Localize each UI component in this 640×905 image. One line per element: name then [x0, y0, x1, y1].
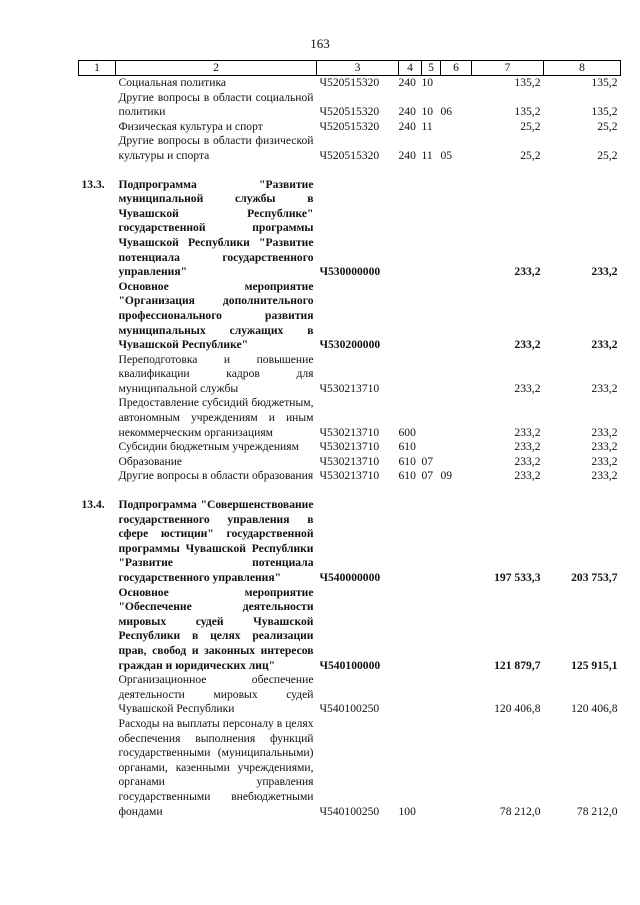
row-number — [79, 586, 116, 674]
row-vr: 240 — [398, 105, 416, 119]
row-code: Ч540000000 — [319, 571, 381, 584]
row-number — [79, 717, 116, 819]
row-name: Субсидии бюджетным учреждениям — [118, 440, 299, 454]
row-value-2: 125 915,1 — [571, 658, 618, 672]
row-rz — [422, 353, 441, 397]
row-name: Образование — [118, 454, 183, 468]
row-code: Ч530213710 — [319, 440, 380, 454]
row-value-2: 233,2 — [591, 440, 618, 454]
row-code: Ч520515320 — [319, 148, 380, 162]
row-number — [79, 76, 116, 91]
table-row — [79, 91, 621, 120]
row-rz: 07 — [421, 469, 434, 483]
table-row — [79, 178, 621, 280]
row-number — [79, 353, 116, 397]
row-pr — [441, 178, 472, 280]
row-value-1: 25,2 — [520, 148, 541, 162]
spacer-cell — [79, 484, 621, 498]
row-name: Подпрограмма "Совершенствование государственного управления в сфере юстиции" государственной программы Чувашской Республики "Развитие потенциала государственного управления" — [118, 498, 314, 584]
row-value-1: 135,2 — [514, 105, 541, 119]
row-value-2: 120 406,8 — [571, 702, 618, 716]
row-number — [79, 120, 116, 135]
table-body — [79, 76, 621, 820]
row-value-2: 135,2 — [591, 105, 618, 119]
row-pr — [441, 440, 472, 455]
row-number — [79, 134, 116, 163]
table-row — [79, 120, 621, 135]
row-vr — [399, 353, 422, 397]
row-value-2: 25,2 — [597, 119, 618, 133]
table-row — [79, 717, 621, 819]
row-number: 13.3. — [81, 177, 105, 191]
row-value-2: 233,2 — [591, 425, 618, 439]
row-rz: 07 — [421, 454, 434, 468]
row-pr — [441, 353, 472, 397]
row-value-1: 78 212,0 — [499, 804, 541, 818]
row-value-2: 25,2 — [597, 148, 618, 162]
row-value-2: 233,2 — [591, 381, 618, 395]
row-name: Другие вопросы в области образования — [118, 469, 314, 483]
header-col-6: 6 — [441, 61, 472, 76]
row-value-1: 25,2 — [520, 119, 541, 133]
row-rz: 10 — [421, 105, 434, 119]
row-number — [79, 396, 116, 440]
row-value-2: 203 753,7 — [571, 571, 618, 584]
row-value-1: 121 879,7 — [494, 658, 541, 672]
row-vr: 600 — [398, 425, 416, 439]
table-row — [79, 498, 621, 586]
header-col-2: 2 — [116, 61, 317, 76]
row-rz — [422, 440, 441, 455]
row-number — [79, 673, 116, 717]
row-vr: 240 — [398, 76, 416, 89]
row-value-1: 233,2 — [514, 454, 541, 468]
row-vr — [399, 586, 422, 674]
row-rz — [422, 717, 441, 819]
row-pr — [441, 396, 472, 440]
header-col-4: 4 — [399, 61, 422, 76]
row-value-1: 233,2 — [514, 469, 541, 483]
row-value-1: 135,2 — [514, 76, 541, 89]
row-value-2: 233,2 — [591, 469, 618, 483]
row-code: Ч530000000 — [319, 265, 381, 279]
row-name: Социальная политика — [118, 76, 227, 89]
row-code: Ч530213710 — [319, 469, 380, 483]
row-vr: 100 — [398, 804, 416, 818]
row-value-1: 233,2 — [514, 425, 541, 439]
row-name: Организационное обеспечение деятельности мировых судей Чувашской Республики — [118, 673, 314, 716]
row-value-2: 78 212,0 — [576, 804, 618, 818]
row-name: Другие вопросы в области физической культуры и спорта — [118, 134, 314, 162]
budget-table — [78, 60, 621, 819]
table-row — [79, 353, 621, 397]
row-number — [79, 440, 116, 455]
header-col-5: 5 — [422, 61, 441, 76]
row-code: Ч520515320 — [319, 76, 380, 89]
row-code: Ч520515320 — [319, 105, 380, 119]
page-number: 163 — [310, 36, 330, 51]
row-pr — [441, 586, 472, 674]
row-number — [79, 280, 116, 353]
row-rz: 11 — [421, 148, 433, 162]
row-name: Другие вопросы в области социальной политики — [118, 90, 314, 119]
table-row — [79, 455, 621, 470]
row-rz — [422, 178, 441, 280]
row-value-1: 233,2 — [514, 265, 541, 279]
row-vr — [399, 673, 422, 717]
row-code: Ч530213710 — [319, 454, 380, 468]
row-pr — [441, 280, 472, 353]
row-name: Подпрограмма "Развитие муниципальной службы в Чувашской Республике" государственной программы Чувашской Республики "Развитие потенциала государственного управления" — [118, 177, 314, 279]
table-row — [79, 396, 621, 440]
row-vr: 610 — [398, 454, 416, 468]
table-row — [79, 76, 621, 91]
row-number: 13.4. — [81, 498, 105, 512]
row-pr — [441, 673, 472, 717]
row-number — [79, 91, 116, 120]
row-rz — [422, 498, 441, 586]
row-rz: 10 — [421, 76, 434, 89]
row-value-2: 135,2 — [591, 76, 618, 89]
spacer-row — [79, 164, 621, 178]
row-pr: 09 — [440, 469, 453, 483]
header-col-3: 3 — [317, 61, 399, 76]
row-pr — [441, 455, 472, 470]
row-pr: 06 — [440, 105, 453, 119]
row-value-1: 233,2 — [514, 381, 541, 395]
row-vr: 240 — [398, 119, 416, 133]
row-vr — [399, 498, 422, 586]
row-number — [79, 469, 116, 484]
row-number — [79, 455, 116, 470]
row-pr: 05 — [440, 148, 453, 162]
header-col-8: 8 — [544, 61, 621, 76]
spacer-cell — [79, 164, 621, 178]
row-rz: 11 — [421, 119, 433, 133]
header-col-7: 7 — [472, 61, 544, 76]
row-code: Ч540100250 — [319, 804, 380, 818]
spacer-row — [79, 484, 621, 498]
row-code: Ч530213710 — [319, 381, 380, 395]
table-row — [79, 469, 621, 484]
row-code: Ч540100000 — [319, 658, 381, 672]
row-value-2: 233,2 — [591, 338, 618, 352]
row-rz — [422, 586, 441, 674]
row-name: Основное мероприятие "Обеспечение деятельности мировых судей Чувашской Республики в целях реализации прав, свобод и законных интересов граждан и юридических лиц" — [118, 585, 314, 672]
row-code: Ч530200000 — [319, 338, 381, 352]
table-row — [79, 586, 621, 674]
row-code: Ч520515320 — [319, 119, 380, 133]
row-value-1: 233,2 — [514, 440, 541, 454]
table-row — [79, 673, 621, 717]
row-name: Предоставление субсидий бюджетным, автономным учреждениям и иным некоммерческим организациям — [118, 396, 314, 439]
row-value-2: 233,2 — [591, 265, 618, 279]
row-code: Ч540100250 — [319, 702, 380, 716]
row-rz — [422, 396, 441, 440]
row-code: Ч530213710 — [319, 425, 380, 439]
row-rz — [422, 673, 441, 717]
row-vr: 610 — [398, 469, 416, 483]
row-name: Расходы на выплаты персоналу в целях обеспечения выполнения функций государственными (муниципальными) органами, казенными учреждениями, органами управления государственными внебюджетными фондами — [118, 716, 314, 818]
row-vr — [399, 280, 422, 353]
row-pr — [441, 76, 472, 91]
row-rz — [422, 280, 441, 353]
row-value-2: 233,2 — [591, 454, 618, 468]
row-value-1: 120 406,8 — [494, 702, 541, 716]
row-name: Основное мероприятие "Организация дополнительного профессионального развития муниципальных служащих в Чувашской Республике" — [118, 279, 314, 352]
row-pr — [441, 120, 472, 135]
row-vr: 240 — [398, 148, 416, 162]
row-pr — [441, 717, 472, 819]
row-value-1: 233,2 — [514, 338, 541, 352]
table-row — [79, 280, 621, 353]
row-name: Переподготовка и повышение квалификации кадров для муниципальной службы — [118, 352, 314, 395]
row-pr — [441, 498, 472, 586]
row-name: Физическая культура и спорт — [118, 119, 263, 133]
row-vr: 610 — [398, 440, 416, 454]
header-row — [79, 61, 621, 76]
table-row — [79, 440, 621, 455]
table-row — [79, 134, 621, 163]
row-vr — [399, 178, 422, 280]
row-value-1: 197 533,3 — [494, 571, 541, 584]
header-col-1: 1 — [79, 61, 116, 76]
